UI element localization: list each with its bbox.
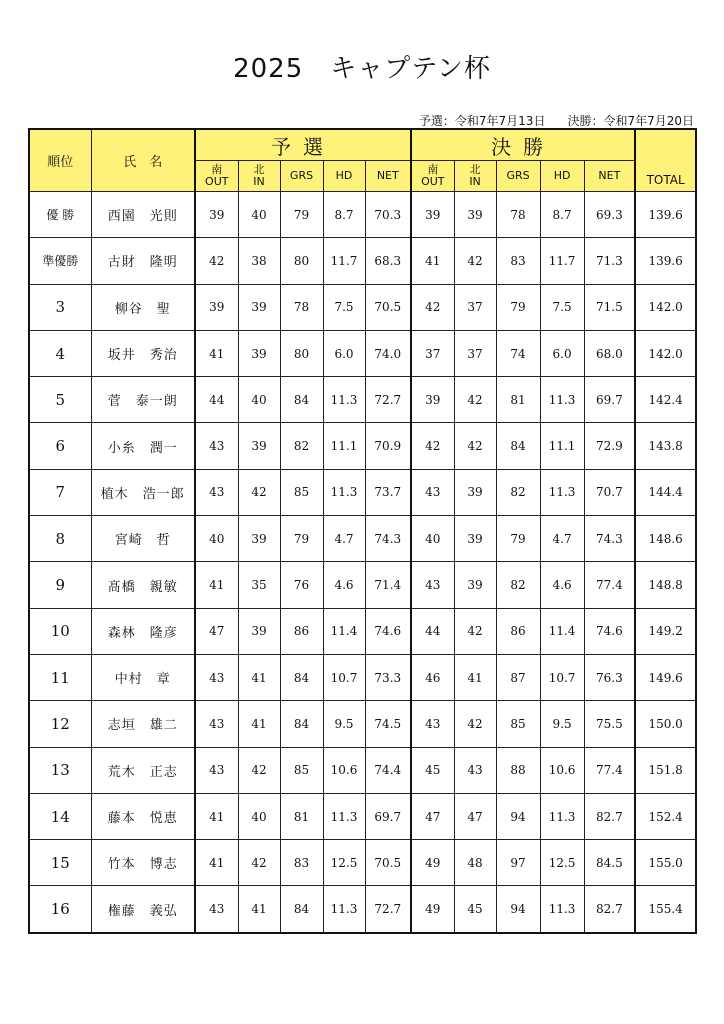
qualifying-hd-cell: 10.6 [323,747,365,793]
rank-cell: 8 [29,516,91,562]
qualifying-hd-cell: 10.7 [323,654,365,700]
qualifying-hd-cell: 11.3 [323,793,365,839]
name-cell: 古財 隆明 [91,238,195,284]
qualifying-north-cell: 38 [238,238,280,284]
qualifying-north-cell: 40 [238,192,280,238]
qualifying-grs-cell: 78 [280,284,323,330]
final-grs-cell: 79 [496,516,540,562]
final-north-cell: 37 [454,330,496,376]
qualifying-net-cell: 74.0 [365,330,411,376]
qualifying-net-cell: 70.9 [365,423,411,469]
final-net-cell: 77.4 [584,562,635,608]
table-row [29,377,696,423]
qualifying-north-cell: 35 [238,562,280,608]
qualifying-south-cell: 43 [195,886,238,933]
table-row [29,423,696,469]
qualifying-north-cell: 41 [238,654,280,700]
qualifying-hd-cell: 11.7 [323,238,365,284]
header-q-grs: GRS [280,161,323,192]
qualifying-south-cell: 43 [195,747,238,793]
final-grs-cell: 78 [496,192,540,238]
final-south-cell: 42 [411,284,454,330]
total-cell: 155.4 [635,886,696,933]
final-north-cell: 42 [454,377,496,423]
final-net-cell: 77.4 [584,747,635,793]
out-label: OUT [421,175,445,188]
header-f-grs: GRS [496,161,540,192]
qualifying-net-cell: 74.5 [365,701,411,747]
final-grs-cell: 97 [496,840,540,886]
qualifying-south-cell: 40 [195,516,238,562]
name-cell: 権藤 義弘 [91,886,195,933]
final-north-cell: 42 [454,608,496,654]
header-f-south [411,161,454,192]
final-north-cell: 37 [454,284,496,330]
qualifying-hd-cell: 11.3 [323,469,365,515]
final-south-cell: 45 [411,747,454,793]
in-label: IN [469,175,481,188]
qualifying-south-cell: 41 [195,793,238,839]
final-south-cell: 39 [411,377,454,423]
north-label: 北 [253,163,265,176]
qualifying-net-cell: 71.4 [365,562,411,608]
rank-cell: 13 [29,747,91,793]
final-grs-cell: 79 [496,284,540,330]
final-net-cell: 76.3 [584,654,635,700]
final-grs-cell: 74 [496,330,540,376]
final-grs-cell: 88 [496,747,540,793]
final-net-cell: 84.5 [584,840,635,886]
table-row [29,886,696,933]
total-cell: 149.6 [635,654,696,700]
final-grs-cell: 83 [496,238,540,284]
qualifying-date: 予選：令和7年7月13日 [418,114,546,128]
qualifying-hd-cell: 11.3 [323,377,365,423]
event-dates [397,112,694,129]
final-south-cell: 44 [411,608,454,654]
final-hd-cell: 6.0 [540,330,584,376]
qualifying-north-cell: 41 [238,886,280,933]
final-hd-cell: 11.1 [540,423,584,469]
qualifying-net-cell: 69.7 [365,793,411,839]
header-f-north [454,161,496,192]
qualifying-north-cell: 40 [238,377,280,423]
header-name: 氏 名 [91,129,195,192]
qualifying-grs-cell: 85 [280,747,323,793]
rank-cell: 10 [29,608,91,654]
in-label: IN [253,175,265,188]
qualifying-net-cell: 73.7 [365,469,411,515]
total-cell: 148.8 [635,562,696,608]
final-grs-cell: 85 [496,701,540,747]
final-hd-cell: 8.7 [540,192,584,238]
table-row [29,793,696,839]
name-cell: 荒木 正志 [91,747,195,793]
out-label: OUT [205,175,229,188]
name-cell: 菅 泰一朗 [91,377,195,423]
qualifying-grs-cell: 80 [280,238,323,284]
final-net-cell: 70.7 [584,469,635,515]
header-f-net: NET [584,161,635,192]
qualifying-south-cell: 43 [195,654,238,700]
name-cell: 柳谷 聖 [91,284,195,330]
qualifying-hd-cell: 11.3 [323,886,365,933]
qualifying-north-cell: 42 [238,747,280,793]
qualifying-hd-cell: 6.0 [323,330,365,376]
final-hd-cell: 7.5 [540,284,584,330]
qualifying-north-cell: 42 [238,840,280,886]
final-south-cell: 43 [411,562,454,608]
name-cell: 西園 光則 [91,192,195,238]
header-q-net: NET [365,161,411,192]
qualifying-hd-cell: 8.7 [323,192,365,238]
table-row [29,238,696,284]
qualifying-north-cell: 42 [238,469,280,515]
total-cell: 142.0 [635,330,696,376]
final-grs-cell: 86 [496,608,540,654]
header-final: 決勝 [411,129,635,161]
final-hd-cell: 10.6 [540,747,584,793]
name-cell: 植木 浩一郎 [91,469,195,515]
final-south-cell: 40 [411,516,454,562]
results-table [28,128,697,934]
final-grs-cell: 94 [496,793,540,839]
final-net-cell: 74.3 [584,516,635,562]
results-body [29,192,696,933]
final-north-cell: 39 [454,562,496,608]
final-hd-cell: 4.7 [540,516,584,562]
final-north-cell: 39 [454,469,496,515]
qualifying-grs-cell: 84 [280,377,323,423]
qualifying-south-cell: 41 [195,330,238,376]
table-row [29,192,696,238]
qualifying-net-cell: 70.5 [365,840,411,886]
qualifying-south-cell: 43 [195,423,238,469]
header-f-hd: HD [540,161,584,192]
qualifying-net-cell: 72.7 [365,886,411,933]
qualifying-south-cell: 43 [195,701,238,747]
total-cell: 150.0 [635,701,696,747]
table-row [29,654,696,700]
final-south-cell: 43 [411,701,454,747]
total-cell: 142.4 [635,377,696,423]
final-grs-cell: 94 [496,886,540,933]
rank-cell: 15 [29,840,91,886]
final-south-cell: 47 [411,793,454,839]
qualifying-hd-cell: 7.5 [323,284,365,330]
table-row [29,284,696,330]
final-south-cell: 43 [411,469,454,515]
rank-cell: 9 [29,562,91,608]
final-hd-cell: 10.7 [540,654,584,700]
final-south-cell: 39 [411,192,454,238]
name-cell: 中村 章 [91,654,195,700]
final-north-cell: 42 [454,701,496,747]
qualifying-grs-cell: 86 [280,608,323,654]
final-north-cell: 39 [454,192,496,238]
final-north-cell: 39 [454,516,496,562]
final-south-cell: 46 [411,654,454,700]
qualifying-north-cell: 39 [238,516,280,562]
qualifying-south-cell: 41 [195,840,238,886]
table-row [29,330,696,376]
rank-cell: 3 [29,284,91,330]
final-hd-cell: 11.4 [540,608,584,654]
header-q-south [195,161,238,192]
qualifying-grs-cell: 76 [280,562,323,608]
final-north-cell: 41 [454,654,496,700]
qualifying-grs-cell: 83 [280,840,323,886]
qualifying-south-cell: 39 [195,192,238,238]
qualifying-north-cell: 39 [238,423,280,469]
qualifying-net-cell: 72.7 [365,377,411,423]
final-net-cell: 69.7 [584,377,635,423]
final-hd-cell: 11.3 [540,886,584,933]
total-cell: 139.6 [635,192,696,238]
qualifying-grs-cell: 81 [280,793,323,839]
qualifying-south-cell: 39 [195,284,238,330]
qualifying-grs-cell: 79 [280,192,323,238]
header-total: TOTAL [635,129,696,192]
final-hd-cell: 11.7 [540,238,584,284]
final-net-cell: 74.6 [584,608,635,654]
final-net-cell: 72.9 [584,423,635,469]
final-grs-cell: 81 [496,377,540,423]
total-cell: 143.8 [635,423,696,469]
qualifying-grs-cell: 82 [280,423,323,469]
table-row [29,516,696,562]
final-hd-cell: 11.3 [540,793,584,839]
final-grs-cell: 87 [496,654,540,700]
qualifying-grs-cell: 80 [280,330,323,376]
total-cell: 139.6 [635,238,696,284]
qualifying-net-cell: 74.3 [365,516,411,562]
rank-cell: 7 [29,469,91,515]
header-qualifying: 予選 [195,129,411,161]
rank-cell: 5 [29,377,91,423]
qualifying-net-cell: 73.3 [365,654,411,700]
header-q-north [238,161,280,192]
name-cell: 坂井 秀治 [91,330,195,376]
final-grs-cell: 82 [496,469,540,515]
name-cell: 髙橋 親敏 [91,562,195,608]
final-net-cell: 82.7 [584,793,635,839]
rank-cell: 準優勝 [29,238,91,284]
final-south-cell: 49 [411,886,454,933]
rank-cell: 4 [29,330,91,376]
final-south-cell: 41 [411,238,454,284]
final-south-cell: 42 [411,423,454,469]
final-grs-cell: 82 [496,562,540,608]
table-row [29,562,696,608]
north-label: 北 [469,163,481,176]
table-row [29,840,696,886]
final-south-cell: 37 [411,330,454,376]
final-hd-cell: 4.6 [540,562,584,608]
qualifying-grs-cell: 84 [280,886,323,933]
final-date: 決勝：令和7年7月20日 [567,114,694,128]
total-cell: 142.0 [635,284,696,330]
total-cell: 149.2 [635,608,696,654]
rank-cell: 14 [29,793,91,839]
qualifying-south-cell: 44 [195,377,238,423]
final-north-cell: 45 [454,886,496,933]
name-cell: 森林 隆彦 [91,608,195,654]
table-row [29,608,696,654]
rank-cell: 12 [29,701,91,747]
qualifying-south-cell: 41 [195,562,238,608]
rank-cell: 11 [29,654,91,700]
qualifying-hd-cell: 9.5 [323,701,365,747]
south-label: 南 [427,163,439,176]
final-north-cell: 47 [454,793,496,839]
qualifying-hd-cell: 11.1 [323,423,365,469]
qualifying-south-cell: 42 [195,238,238,284]
final-north-cell: 43 [454,747,496,793]
qualifying-south-cell: 47 [195,608,238,654]
name-cell: 竹本 博志 [91,840,195,886]
total-cell: 152.4 [635,793,696,839]
south-label: 南 [211,163,223,176]
name-cell: 藤本 悦恵 [91,793,195,839]
total-cell: 151.8 [635,747,696,793]
final-hd-cell: 9.5 [540,701,584,747]
final-net-cell: 71.5 [584,284,635,330]
qualifying-hd-cell: 4.7 [323,516,365,562]
final-net-cell: 71.3 [584,238,635,284]
qualifying-north-cell: 39 [238,284,280,330]
final-north-cell: 42 [454,423,496,469]
final-net-cell: 82.7 [584,886,635,933]
final-south-cell: 49 [411,840,454,886]
rank-cell: 優 勝 [29,192,91,238]
rank-cell: 6 [29,423,91,469]
final-north-cell: 42 [454,238,496,284]
final-hd-cell: 11.3 [540,469,584,515]
final-hd-cell: 11.3 [540,377,584,423]
name-cell: 宮崎 哲 [91,516,195,562]
qualifying-net-cell: 68.3 [365,238,411,284]
qualifying-south-cell: 43 [195,469,238,515]
name-cell: 志垣 雄二 [91,701,195,747]
qualifying-net-cell: 70.3 [365,192,411,238]
qualifying-net-cell: 70.5 [365,284,411,330]
final-hd-cell: 12.5 [540,840,584,886]
qualifying-grs-cell: 84 [280,701,323,747]
total-cell: 148.6 [635,516,696,562]
header-q-hd: HD [323,161,365,192]
total-cell: 144.4 [635,469,696,515]
final-net-cell: 75.5 [584,701,635,747]
qualifying-grs-cell: 85 [280,469,323,515]
qualifying-net-cell: 74.6 [365,608,411,654]
qualifying-north-cell: 41 [238,701,280,747]
table-row [29,747,696,793]
qualifying-north-cell: 39 [238,608,280,654]
final-net-cell: 69.3 [584,192,635,238]
qualifying-net-cell: 74.4 [365,747,411,793]
table-row [29,469,696,515]
qualifying-hd-cell: 11.4 [323,608,365,654]
page-title: 2025 キャプテン杯 [233,54,491,84]
total-cell: 155.0 [635,840,696,886]
header-rank: 順位 [29,129,91,192]
final-north-cell: 48 [454,840,496,886]
name-cell: 小糸 潤一 [91,423,195,469]
qualifying-north-cell: 40 [238,793,280,839]
final-grs-cell: 84 [496,423,540,469]
qualifying-grs-cell: 79 [280,516,323,562]
table-row [29,701,696,747]
qualifying-grs-cell: 84 [280,654,323,700]
qualifying-hd-cell: 12.5 [323,840,365,886]
qualifying-hd-cell: 4.6 [323,562,365,608]
qualifying-north-cell: 39 [238,330,280,376]
final-net-cell: 68.0 [584,330,635,376]
rank-cell: 16 [29,886,91,933]
